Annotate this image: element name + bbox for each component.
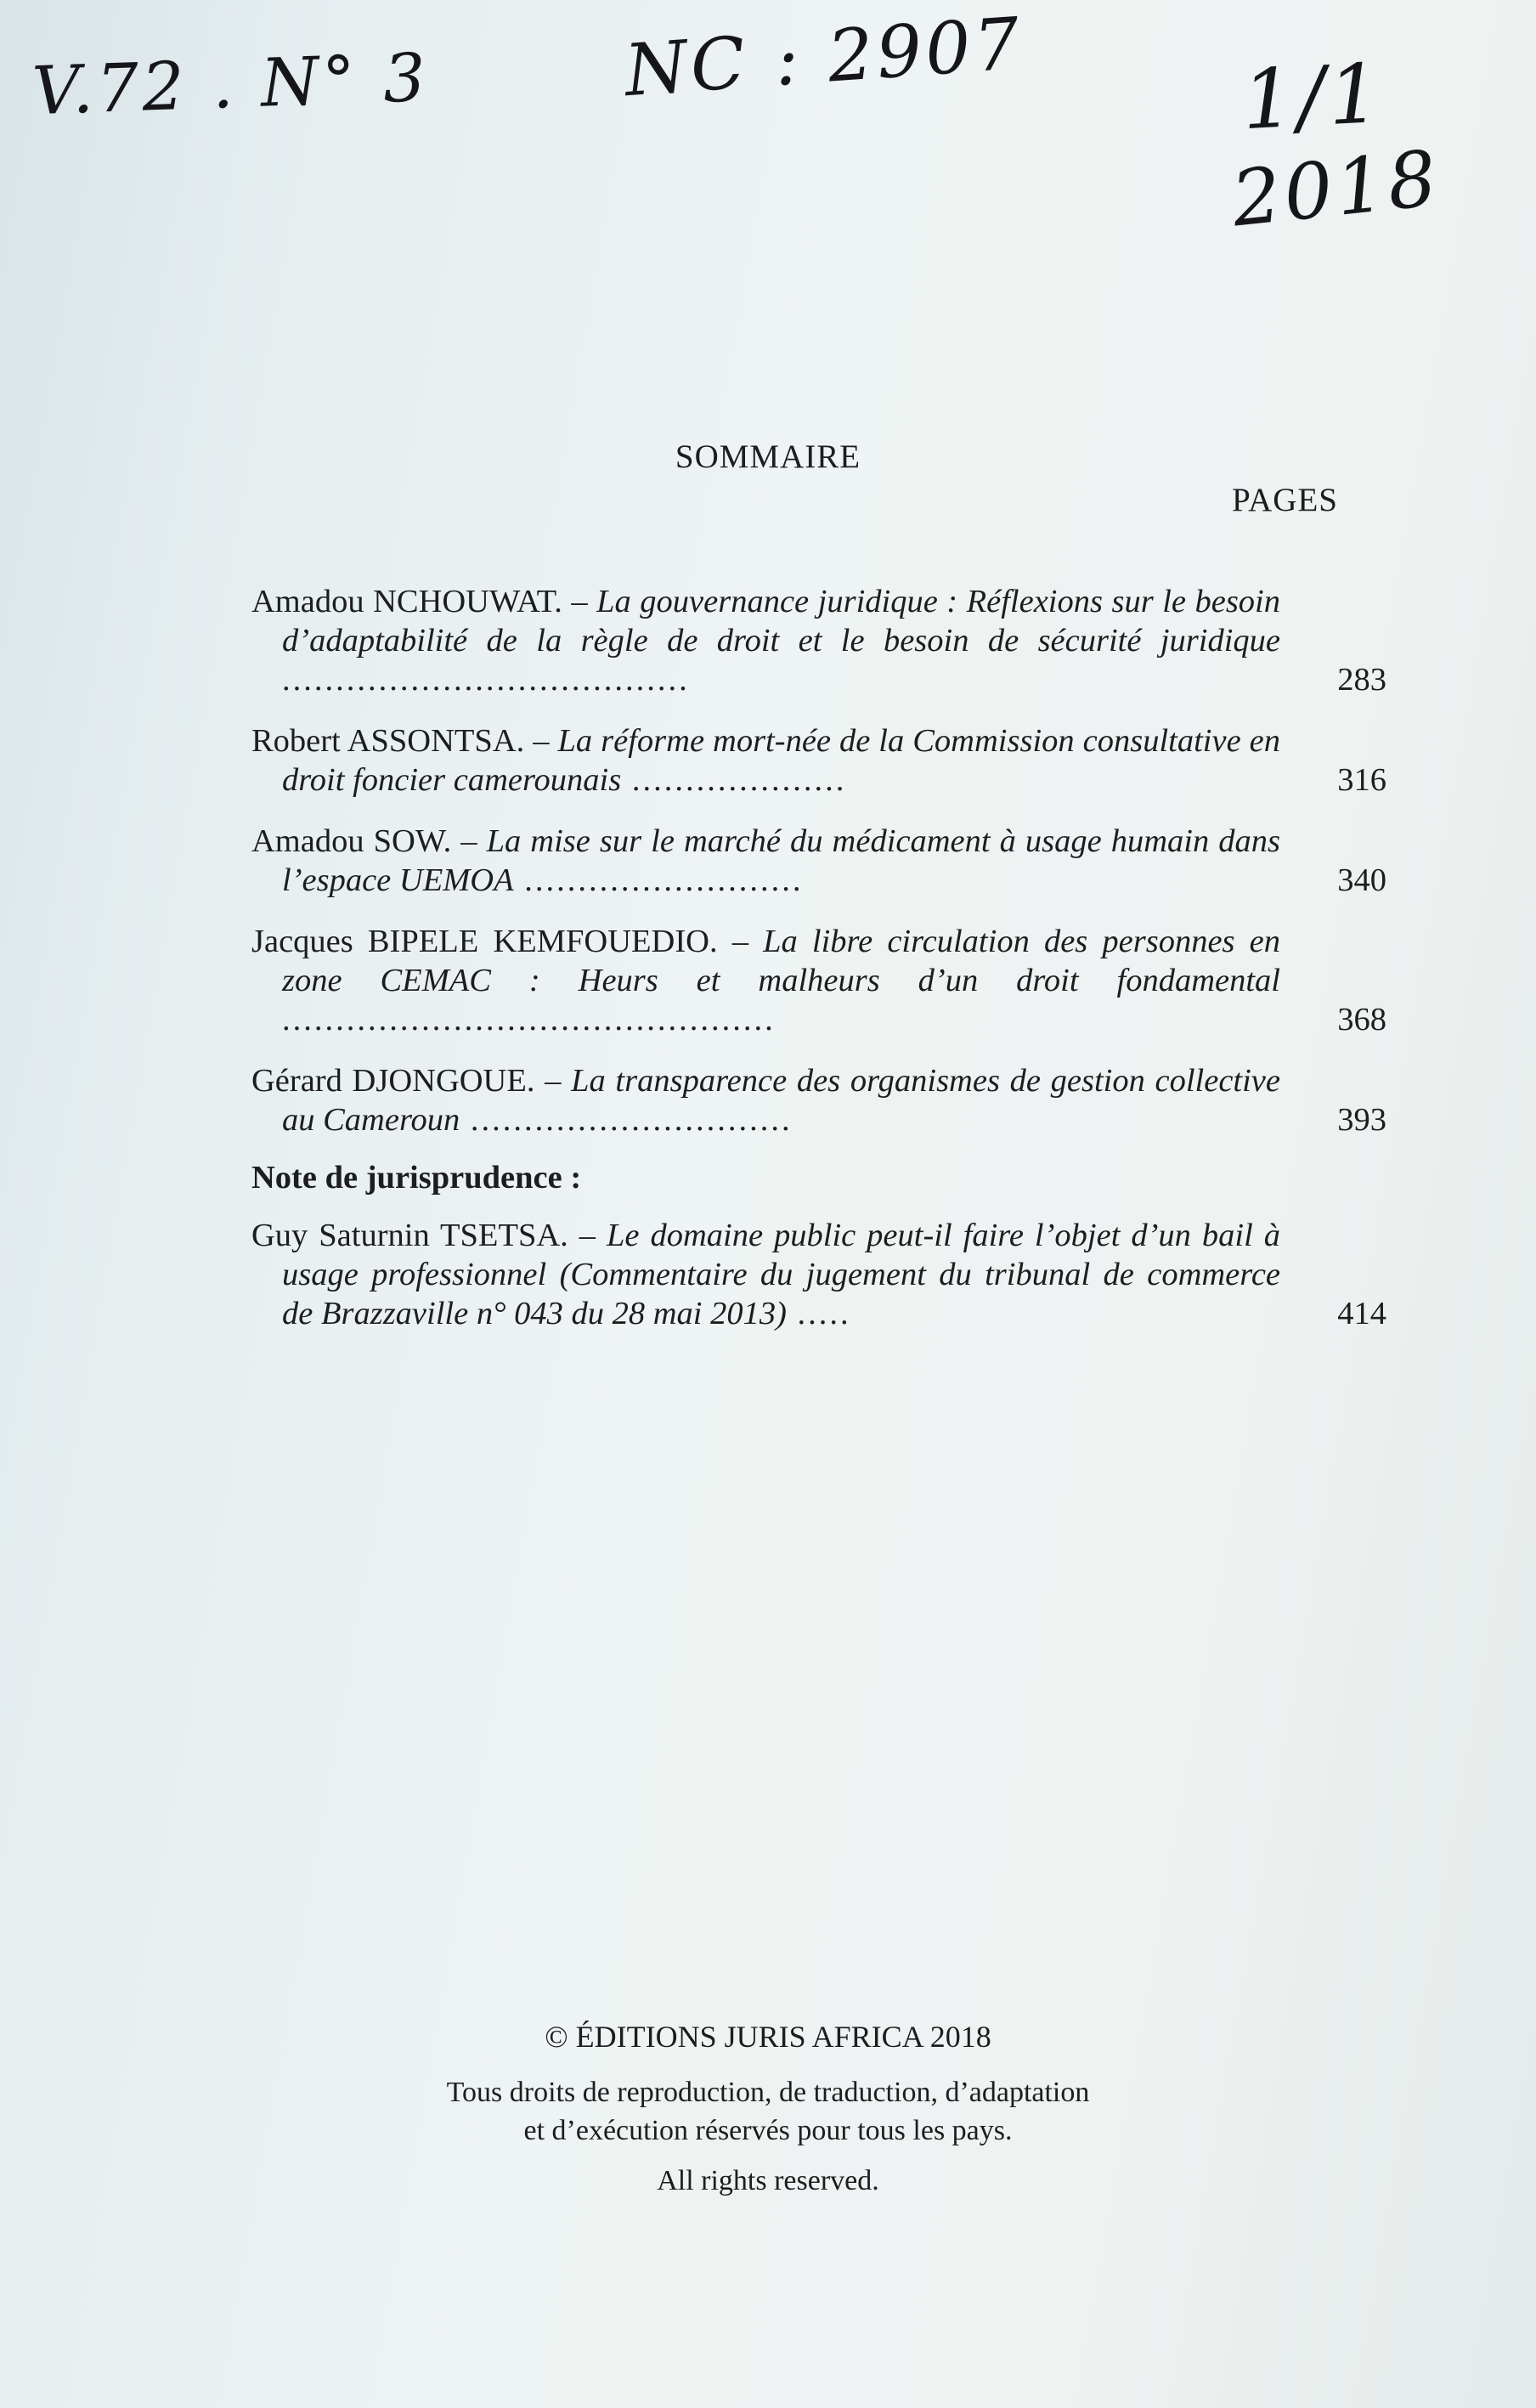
toc-entry [251, 822, 1386, 900]
toc-author: Gérard DJONGOUE. – [251, 1063, 572, 1099]
copyright-line: © ÉDITIONS JURIS AFRICA 2018 [545, 2020, 991, 2054]
toc-title: Le domaine public peut-il faire l’objet d’un bail à usage professionnel (Commentaire du jugement du tribunal de commerce de Brazzaville n° 043 du 28 mai 2013) [282, 1218, 1280, 1331]
toc-leader-dots: .............................................. [282, 1002, 776, 1037]
table-of-contents [251, 582, 1386, 1355]
toc-page-number: 393 [1337, 1102, 1386, 1138]
toc-author: Guy Saturnin TSETSA. – [251, 1218, 607, 1253]
toc-author: Jacques BIPELE KEMFOUEDIO. – [251, 924, 764, 959]
toc-page-number: 414 [1337, 1296, 1386, 1331]
rights-line-1: Tous droits de reproduction, de traduction, d’adaptation [446, 2077, 1090, 2108]
all-rights-reserved: All rights reserved. [657, 2165, 879, 2196]
handwritten-ref-note: 1/1 [1240, 45, 1386, 149]
handwritten-nc-note: NC : 2907 [622, 1, 1026, 113]
handwritten-volume-note: V.72 . N° 3 [31, 39, 431, 131]
toc-title: La mise sur le marché du médicament à usage humain dans l’espace UEMOA [282, 823, 1281, 898]
note-section-heading: Note de jurisprudence : [251, 1160, 582, 1196]
handwritten-year-note: 2018 [1228, 133, 1444, 245]
toc-author: Amadou NCHOUWAT. – [251, 584, 597, 619]
toc-leader-dots: .............................. [460, 1102, 793, 1138]
toc-leader-dots: .......................... [513, 862, 804, 898]
toc-title: La libre circulation des personnes en zone CEMAC : Heurs et malheurs d’un droit fondamental [282, 924, 1280, 998]
toc-title: La réforme mort-née de la Commission consultative en droit foncier camerounais [282, 723, 1280, 798]
toc-page-number: 340 [1337, 862, 1386, 898]
toc-entry [251, 582, 1386, 699]
copyright-notice [0, 2018, 1536, 2200]
toc-leader-dots: ..... [786, 1296, 851, 1331]
toc-author: Robert ASSONTSA. – [251, 723, 558, 759]
toc-author: Amadou SOW. – [251, 823, 487, 859]
toc-page-number: 368 [1337, 1002, 1386, 1037]
toc-title: La transparence des organismes de gestion collective au Cameroun [282, 1063, 1280, 1138]
toc-page-number: 316 [1337, 762, 1386, 798]
toc-entry [251, 1216, 1386, 1333]
page-title: SOMMAIRE [675, 438, 861, 475]
toc-leader-dots: .................... [621, 762, 847, 798]
pages-column-label: PAGES [1232, 482, 1338, 518]
toc-leader-dots: ...................................... [282, 662, 690, 698]
toc-entry [251, 922, 1386, 1039]
toc-page-number: 283 [1337, 662, 1386, 698]
rights-line-2: et d’exécution réservés pour tous les pays. [523, 2115, 1013, 2146]
toc-entry [251, 1061, 1386, 1139]
toc-entry [251, 721, 1386, 800]
toc-title: La gouvernance juridique : Réflexions sur le besoin d’adaptabilité de la règle de droit et le besoin de sécurité juridique [282, 584, 1281, 659]
